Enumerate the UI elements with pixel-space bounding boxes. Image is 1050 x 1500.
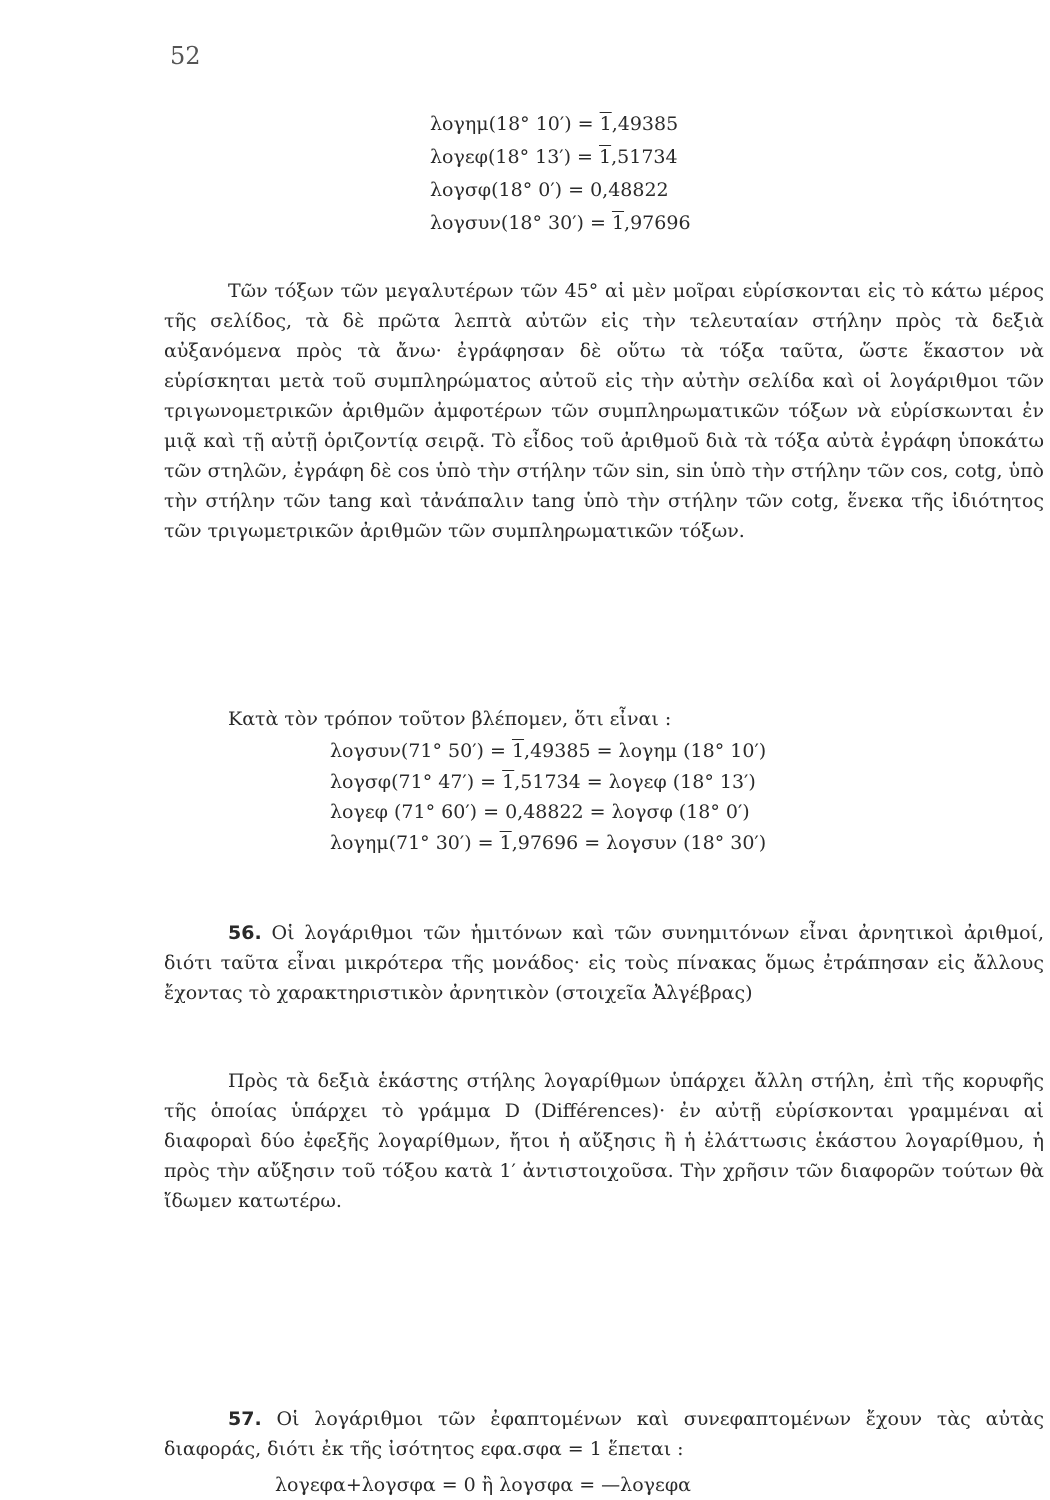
page-number: 52 [170,42,201,70]
section-number: 57. [228,1408,262,1430]
section-number: 56. [228,922,262,944]
equivalence-line: λογσυν(71° 50′) = 1,49385 = λογημ (18° 10′) [330,740,767,762]
formula-line: λογσυν(18° 30′) = 1,97696 [430,212,691,234]
paragraph-arcs: Τῶν τόξων τῶν μεγαλυτέρων τῶν 45° αἱ μὲν μοῖραι εὑρίσκονται εἰς τὸ κάτω μέρος τῆς σελίδος, τὰ δὲ πρῶτα λεπτὰ αὐτῶν εἰς τὴν τελευταίαν στήλην πρὸς τὰ δεξιὰ αὐξανόμενα πρὸς τὰ ἄνω· ἐγράφησαν δὲ οὕτω τὰ τόξα ταῦτα, ὥστε ἕκαστον νὰ εὑρίσκηται μετὰ τοῦ συμπληρώματος αὐτοῦ εἰς τὴν αὐτὴν σελίδα καὶ οἱ λογάριθμοι τῶν τριγωνομετρικῶν ἀριθμῶν ἀμφοτέρων τῶν συμπληρωματικῶν τόξων νὰ εὑρίσκωνται ἐν μιᾷ καὶ τῇ αὐτῇ ὁριζοντίᾳ σειρᾷ. Τὸ εἶδος τοῦ ἀριθμοῦ διὰ τὰ τόξα αὐτὰ ἐγράφη ὑποκάτω τῶν στηλῶν, ἐγράφη δὲ cos ὑπὸ τὴν στήλην τῶν sin, sin ὑπὸ τὴν στήλην τῶν cos, cotg, ὑπὸ τὴν στήλην τῶν tang καὶ τἀνάπαλιν tang ὑπὸ τὴν στήλην τῶν cotg, ἕνεκα τῆς ἰδιότητος τῶν τριγωμετρικῶν ἀριθμῶν τῶν συμπληρωματικῶν τόξων. [164,280,1044,542]
formula-line: λογσφ(18° 0′) = 0,48822 [430,179,669,201]
equivalence-line: λογσφ(71° 47′) = 1,51734 = λογεφ (18° 13′) [330,770,756,793]
paragraph-differences: Πρὸς τὰ δεξιὰ ἑκάστης στήλης λογαρίθμων ὑπάρχει ἄλλη στήλη, ἐπὶ τῆς κορυφῆς τῆς ὁποίας ὑπάρχει τὸ γράμμα D (Différences)· ἐν αὐτῇ εὑρίσκονται γραμμέναι αἱ διαφοραὶ δύο ἐφεξῆς λογαρίθμων, ἤτοι ἡ αὔξησις ἢ ἡ ἐλάττωσις ἑκάστου λογαρίθμου, ἡ πρὸς τὴν αὔξησιν τοῦ τόξου κατὰ 1′ ἀντιστοιχοῦσα. Τὴν χρῆσιν τῶν διαφορῶν τούτων θὰ ἴδωμεν κατωτέρω. [164,1070,1044,1212]
final-equation: λογεφα+λογσφα = 0 ἢ λογσφα = —λογεφα [275,1474,691,1496]
formula-line: λογεφ(18° 13′) = 1,51734 [430,146,678,168]
section-57: 57. Οἱ λογάριθμοι τῶν ἐφαπτομένων καὶ συνεφαπτομένων ἔχουν τὰς αὐτὰς διαφοράς, διότι ἐκ τῆς ἰσότητος εφα.σφα = 1 ἕπεται : [164,1408,1044,1460]
equivalence-line: λογημ(71° 30′) = 1,97696 = λογσυν (18° 30′) [330,831,767,854]
equivalence-block [330,736,766,858]
formula-line: λογημ(18° 10′) = 1,49385 [430,113,679,135]
section-56: 56. Οἱ λογάριθμοι τῶν ἡμιτόνων καὶ τῶν συνημιτόνων εἶναι ἀρνητικοὶ ἀριθμοί, διότι ταῦτα εἶναι μικρότερα τῆς μονάδος· εἰς τοὺς πίνακας ὅμως ἐτράπησαν εἰς ἄλλους ἔχοντας τὸ χαρακτηριστικὸν ἀρνητικὸν (στοιχεῖα Ἀλγέβρας) [164,922,1044,1004]
formula-block [430,108,691,240]
equivalence-line: λογεφ (71° 60′) = 0,48822 = λογσφ (18° 0′) [330,801,750,823]
paragraph-intro-equivalences: Κατὰ τὸν τρόπον τοῦτον βλέπομεν, ὅτι εἶναι : [228,708,672,730]
